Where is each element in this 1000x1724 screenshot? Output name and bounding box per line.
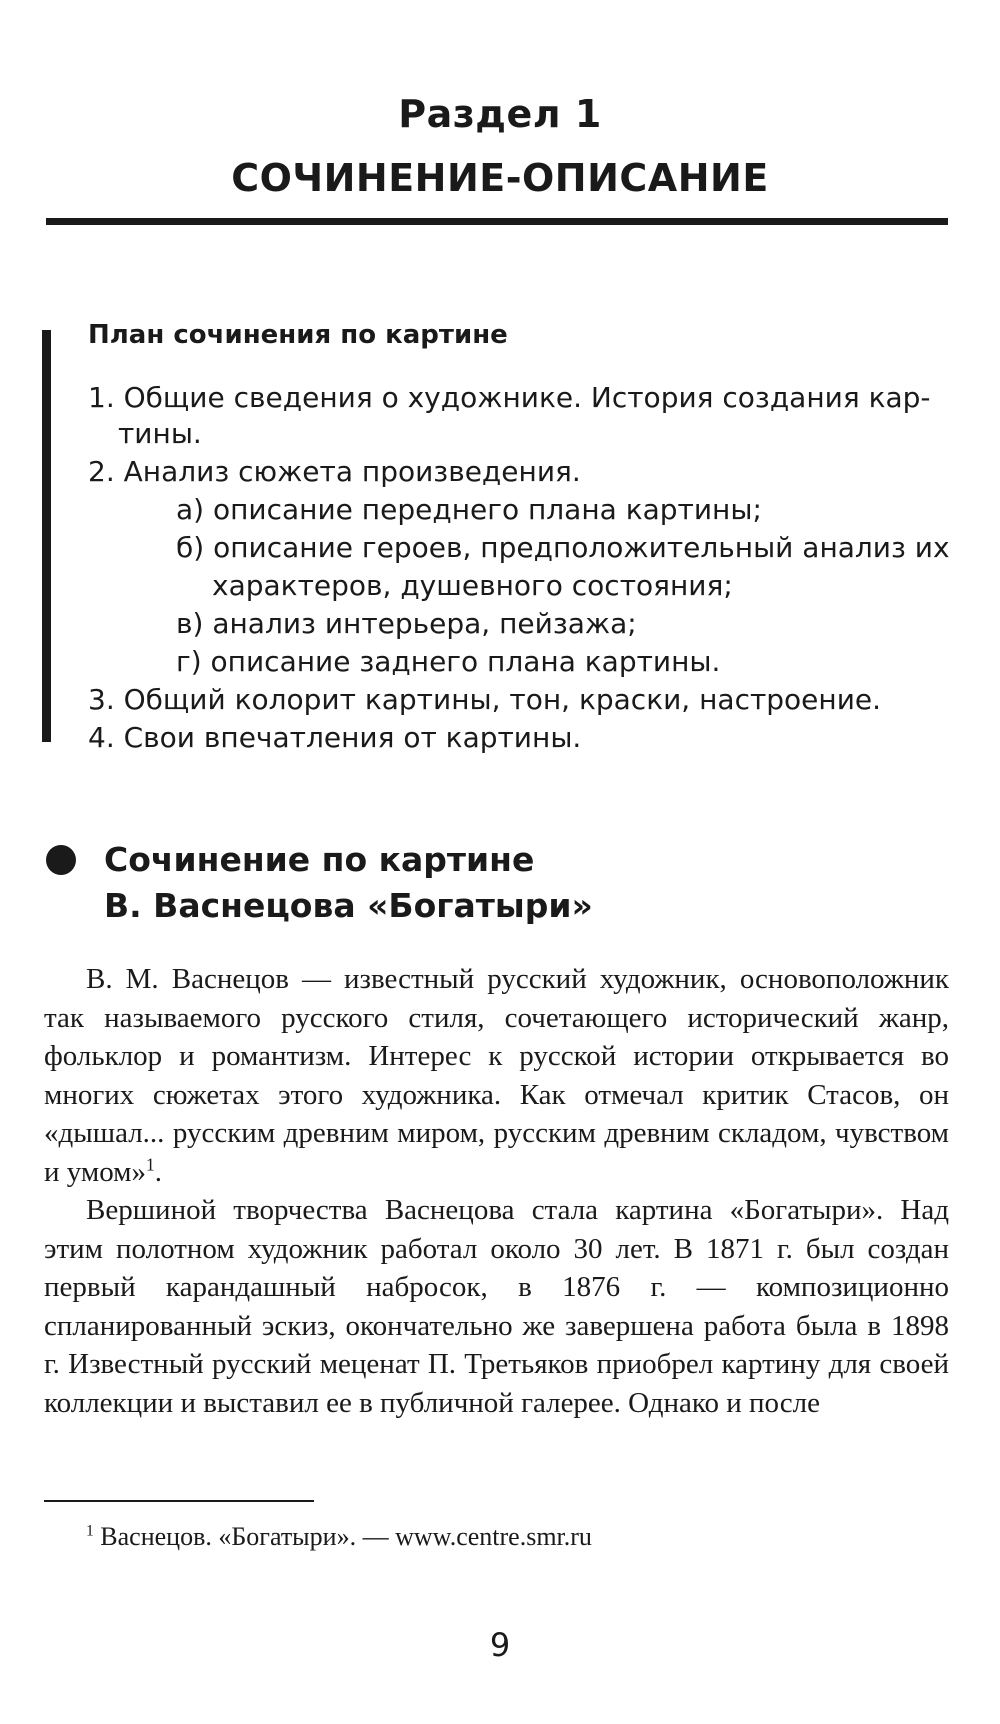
plan-subitem-b: б) описание героев, предположительный анализ их xyxy=(176,531,950,564)
article-title-line1: Сочинение по картине xyxy=(104,840,535,879)
plan-subitem-g: г) описание заднего плана картины. xyxy=(176,645,721,678)
page-number: 9 xyxy=(489,1626,511,1664)
paragraph-1-end: . xyxy=(154,1155,162,1188)
plan-item-2: 2. Анализ сюжета произведения. xyxy=(88,455,581,488)
plan-subitem-b-cont: характеров, душевного состояния; xyxy=(212,569,733,602)
footnote-text: Васнецов. «Богатыри». — www.centre.smr.ru xyxy=(100,1522,592,1551)
plan-item-1-cont: тины. xyxy=(118,417,202,450)
footnote-reference[interactable]: 1 xyxy=(146,1153,155,1174)
article-bullet-icon xyxy=(46,845,76,875)
footnote xyxy=(86,1522,592,1552)
paragraph-1-text: В. М. Васнецов — известный русский художник, основоположник так называемого русского стиля, сочетающего исторический жанр, фольклор и романтизм. Интерес к русской истории открывается во многих сюжетах этого художника. Как отмечал критик Стасов, он «дышал... русским древним миром, русским древним складом, чувством и умом» xyxy=(44,963,949,1188)
plan-subitem-v: в) анализ интерьера, пейзажа; xyxy=(176,607,637,640)
article-body xyxy=(44,960,949,1422)
plan-heading: План сочинения по картине xyxy=(88,320,508,350)
paragraph-2: Вершиной творчества Васнецова стала картина «Богатыри». Над этим полотном художник работал около 30 лет. В 1871 г. был создан первый карандашный набросок, в 1876 г. — композиционно спланированный эскиз, окончательно же завершена работа была в 1898 г. Известный русский меценат П. Третьяков приобрел картину для своей коллекции и выставил ее в публичной галерее. Однако и после xyxy=(44,1194,949,1419)
footnote-divider xyxy=(44,1500,314,1502)
footnote-mark: 1 xyxy=(86,1522,94,1540)
section-divider xyxy=(46,218,948,225)
plan-side-bar xyxy=(42,330,51,742)
plan-subitem-a: а) описание переднего плана картины; xyxy=(176,493,762,526)
plan-item-4: 4. Свои впечатления от картины. xyxy=(88,721,582,754)
section-number: Раздел 1 xyxy=(398,92,602,136)
section-title: СОЧИНЕНИЕ-ОПИСАНИЕ xyxy=(231,156,769,200)
paragraph-1 xyxy=(44,960,949,1191)
plan-item-3: 3. Общий колорит картины, тон, краски, настроение. xyxy=(88,683,882,716)
article-title-line2: В. Васнецова «Богатыри» xyxy=(104,886,593,925)
plan-item-1: 1. Общие сведения о художнике. История создания кар- xyxy=(88,381,931,414)
